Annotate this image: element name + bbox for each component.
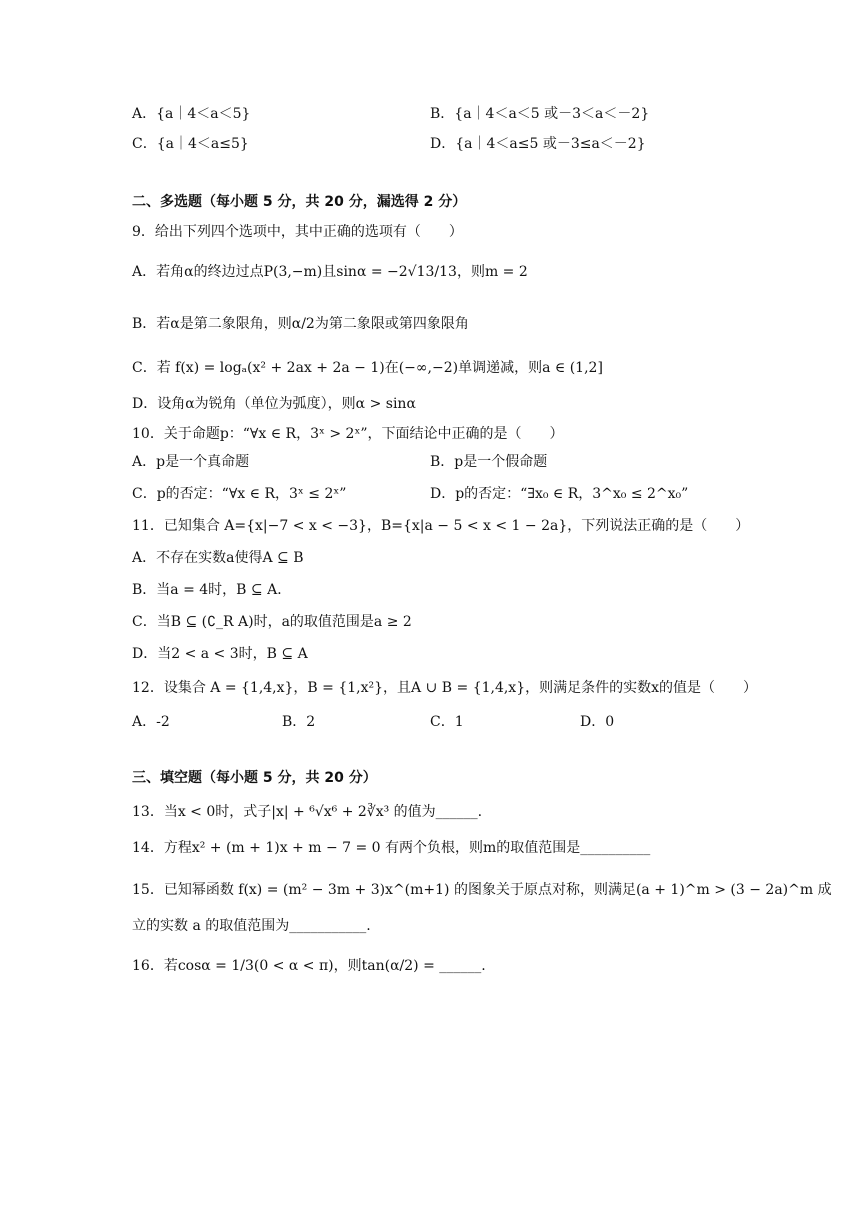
q10-option-b: B．p是一个假命题: [430, 454, 548, 470]
q15-text-line2: 立的实数 a 的取值范围为___________.: [132, 918, 371, 934]
q12-option-c: C．1: [430, 714, 464, 730]
prev-option-a: A．{a｜4＜a＜5}: [132, 106, 251, 122]
section-heading-multiple-choice: 二、多选题（每小题 5 分，共 20 分，漏选得 2 分）: [132, 194, 467, 210]
q9-option-a: A．若角α的终边过点P(3,−m)且sinα = −2√13/13，则m = 2: [132, 264, 528, 280]
q11-option-c: C．当B ⊆ (∁_R A)时，a的取值范围是a ≥ 2: [132, 614, 412, 630]
q9-option-c: C．若 f(x) = logₐ(x² + 2ax + 2a − 1)在(−∞,−2)单调递减，则a ∈ (1,2]: [132, 360, 603, 376]
q15-text-line1: 15．已知幂函数 f(x) = (m² − 3m + 3)x^(m+1) 的图象关于原点对称，则满足(a + 1)^m > (3 − 2a)^m 成: [132, 882, 832, 898]
section-heading-fill-in: 三、填空题（每小题 5 分，共 20 分）: [132, 770, 377, 786]
q12-stem: 12．设集合 A = {1,4,x}，B = {1,x²}，且A ∪ B = {1,4,x}，则满足条件的实数x的值是（ ）: [132, 680, 758, 696]
q9-option-d: D．设角α为锐角（单位为弧度），则α > sinα: [132, 396, 416, 412]
q10-option-a: A．p是一个真命题: [132, 454, 250, 470]
q14-text: 14．方程x² + (m + 1)x + m − 7 = 0 有两个负根，则m的取值范围是__________: [132, 840, 651, 856]
q11-option-b: B．当a = 4时，B ⊆ A．: [132, 582, 292, 598]
q13-text: 13．当x < 0时，式子|x| + ⁶√x⁶ + 2∛x³ 的值为______.: [132, 804, 483, 820]
q11-stem: 11．已知集合 A={x|−7 < x < −3}，B={x|a − 5 < x < 1 − 2a}，下列说法正确的是（ ）: [132, 518, 750, 534]
prev-option-d: D．{a｜4＜a≤5 或－3≤a＜－2}: [430, 136, 646, 152]
q16-text: 16．若cosα = 1/3(0 < α < π)，则tan(α/2) = ______.: [132, 958, 486, 974]
q10-option-c: C．p的否定：“∀x ∈ R，3ˣ ≤ 2ˣ”: [132, 486, 347, 502]
prev-option-b: B．{a｜4＜a＜5 或－3＜a＜－2}: [430, 106, 650, 122]
q10-option-d: D．p的否定：“∃x₀ ∈ R，3^x₀ ≤ 2^x₀”: [430, 486, 689, 502]
q9-option-b: B．若α是第二象限角，则α/2为第二象限或第四象限角: [132, 316, 469, 332]
q12-option-b: B．2: [282, 714, 316, 730]
prev-option-c: C．{a｜4＜a≤5}: [132, 136, 249, 152]
q12-option-d: D．0: [580, 714, 615, 730]
q11-option-a: A．不存在实数a使得A ⊆ B: [132, 550, 304, 566]
q12-option-a: A．-2: [132, 714, 170, 730]
q11-option-d: D．当2 < a < 3时，B ⊆ A: [132, 646, 308, 662]
q10-stem: 10．关于命题p：“∀x ∈ R，3ˣ > 2ˣ”，下面结论中正确的是（ ）: [132, 426, 564, 442]
q9-stem: 9．给出下列四个选项中，其中正确的选项有（ ）: [132, 224, 463, 240]
